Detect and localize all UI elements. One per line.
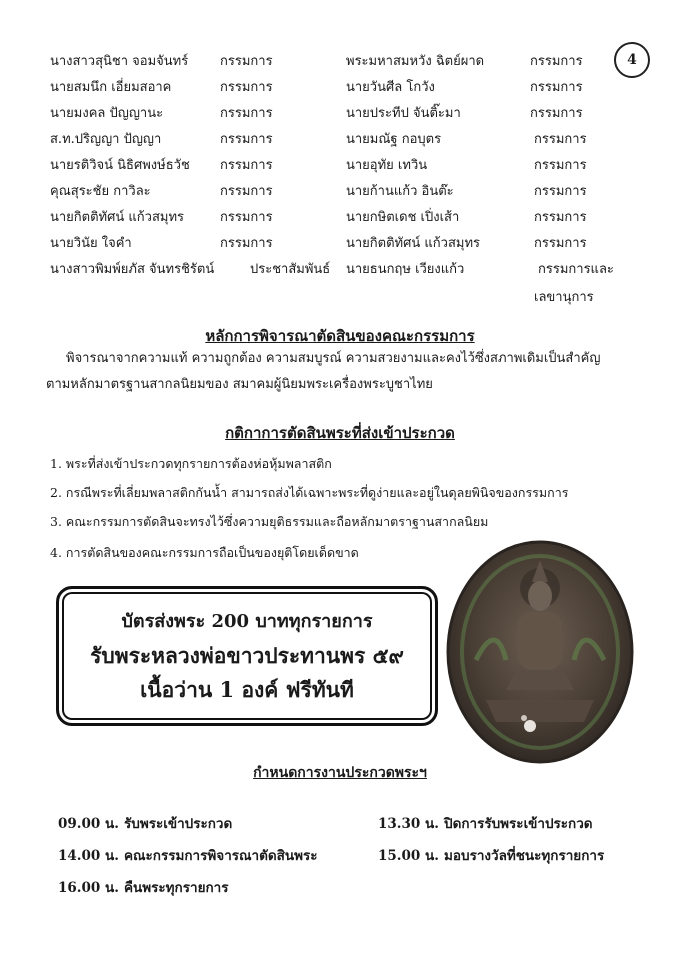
schedule-time: 16.00 น. (58, 880, 119, 896)
schedule-item (378, 812, 593, 834)
committee-name: นายกิตติทัศน์ แก้วสมุทร (346, 236, 481, 251)
committee-name: นางสาวสุนิชา จอมจันทร์ (50, 54, 189, 69)
schedule-time: 14.00 น. (58, 848, 119, 864)
schedule-event: คืนพระทุกรายการ (124, 880, 229, 896)
committee-role: กรรมการ (534, 236, 587, 251)
committee-role: ประชาสัมพันธ์ (250, 262, 331, 277)
judging-principles-text: ตามหลักมาตรฐานสากลนิยมของ สมาคมผู้นิยมพระเครื่องพระบูชาไทย (46, 377, 433, 392)
committee-role: กรรมการ (534, 184, 587, 199)
committee-name: พระมหาสมหวัง ฉิตย์ผาด (346, 54, 485, 69)
schedule-event: ปิดการรับพระเข้าประกวด (444, 816, 593, 832)
committee-name: นายรติวิจน์ นิธิศพงษ์ธวัช (50, 158, 190, 173)
rules-heading: กติกาการตัดสินพระที่ส่งเข้าประกวด (225, 424, 455, 442)
committee-name: นายกิตติทัศน์ แก้วสมุทร (50, 210, 185, 225)
committee-name: นายอุทัย เทวิน (346, 158, 428, 173)
promo-line-free: เนื้อว่าน 1 องค์ ฟรีทันที (140, 677, 354, 702)
committee-role: กรรมการ (534, 132, 587, 147)
committee-name: นายประทีป จันติ๊ะมา (346, 106, 461, 121)
committee-role: กรรมการ (220, 236, 273, 251)
schedule-event: คณะกรรมการพิจารณาตัดสินพระ (124, 848, 318, 864)
rule-item: 3. คณะกรรมการตัดสินจะทรงไว้ซึ่งความยุติธรรมและถือหลักมาตราฐานสากลนิยม (50, 514, 489, 529)
committee-name: ส.ท.ปริญญา ปัญญา (50, 132, 162, 147)
committee-role: กรรมการ (220, 54, 273, 69)
schedule-item (58, 844, 318, 866)
schedule-item (58, 876, 228, 898)
committee-name: นางสาวพิมพ์ยภัส จันทรชิรัตน์ (50, 262, 215, 277)
schedule-time: 13.30 น. (378, 816, 439, 832)
committee-role: กรรมการ (220, 158, 273, 173)
committee-name: นายสมนึก เอี่ยมสอาค (50, 80, 172, 95)
committee-name: นายกษิตเดช เปิ่งเส้า (346, 210, 460, 225)
committee-name: นายธนกฤษ เวียงแก้ว (346, 262, 465, 277)
rule-item: 1. พระที่ส่งเข้าประกวดทุกรายการต้องห่อหุ้มพลาสติก (50, 456, 332, 471)
committee-role: กรรมการ (220, 80, 273, 95)
promo-line-fee: บัตรส่งพระ 200 บาททุกรายการ (121, 611, 373, 632)
committee-role: กรรมการ (530, 54, 583, 69)
committee-role: กรรมการและ (538, 262, 614, 277)
schedule-event: รับพระเข้าประกวด (124, 816, 233, 832)
promo-line-amulet: รับพระหลวงพ่อขาวประทานพร ๕๙ (90, 643, 404, 668)
schedule-heading: กำหนดการงานประกวดพระฯ (253, 765, 427, 781)
amulet-image (446, 540, 634, 764)
committee-role: กรรมการ (220, 132, 273, 147)
judging-principles-text: พิจารณาจากความแท้ ความถูกต้อง ความสมบูรณ์ ความสวยงามและคงไว้ซึ่งสภาพเดิมเป็นสำคัญ (66, 351, 601, 366)
committee-name: นายมงคล ปัญญานะ (50, 106, 164, 121)
committee-role: กรรมการ (530, 80, 583, 95)
committee-role: กรรมการ (220, 106, 273, 121)
committee-name: นายวันศีล โกวัง (346, 80, 435, 95)
committee-name: นายวินัย ใจคำ (50, 236, 132, 251)
committee-role: กรรมการ (220, 210, 273, 225)
schedule-time: 15.00 น. (378, 848, 439, 864)
schedule-event: มอบรางวัลที่ชนะทุกรายการ (444, 848, 605, 864)
rule-item: 4. การตัดสินของคณะกรรมการถือเป็นของยุติโดยเด็ดขาด (50, 545, 359, 560)
schedule-time: 09.00 น. (58, 816, 119, 832)
schedule-item (58, 812, 232, 834)
judging-principles-heading: หลักการพิจารณาตัดสินของคณะกรรมการ (205, 327, 475, 345)
page-number: 4 (614, 42, 650, 78)
committee-name: นายมณัฐ กอบุตร (346, 132, 442, 147)
promo-banner (56, 586, 438, 726)
committee-role: กรรมการ (530, 106, 583, 121)
schedule-item (378, 844, 604, 866)
committee-role-line2: เลขานุการ (534, 290, 594, 305)
committee-role: กรรมการ (534, 210, 587, 225)
committee-name: คุณสุระชัย กาวิละ (50, 184, 151, 199)
rule-item: 2. กรณีพระที่เลี่ยมพลาสติกกันน้ำ สามารถส่งได้เฉพาะพระที่ดูง่ายและอยู่ในดุลยพินิจของกรรมการ (50, 485, 569, 500)
committee-role: กรรมการ (220, 184, 273, 199)
committee-role: กรรมการ (534, 158, 587, 173)
committee-name: นายก้านแก้ว อินต๊ะ (346, 184, 454, 199)
